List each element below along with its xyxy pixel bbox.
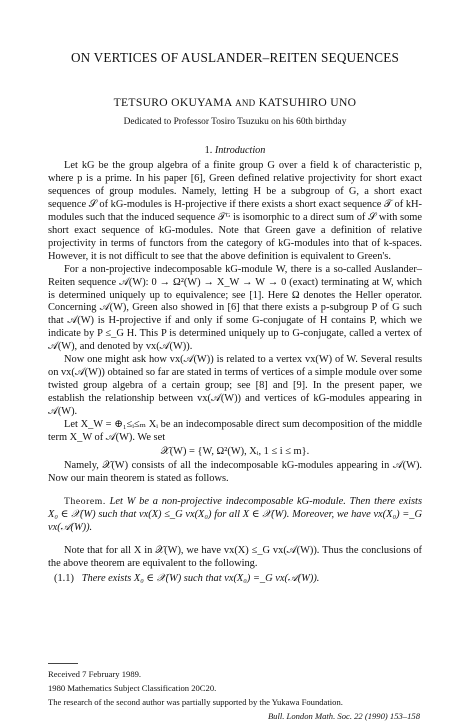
journal-citation: Bull. London Math. Soc. 22 (1990) 153–158: [267, 711, 420, 721]
body-text: [48, 160, 422, 586]
paragraph-6: Note that for all X in 𝒳(W), we have vx(X) ≤_G vx(𝒜(W)). Thus the conclusions of the above theorem are equivalent to the following.: [48, 544, 422, 569]
paragraph-1: Let kG be the group algebra of a finite group G over a field k of characteristic p, where p is a prime. In his paper [6], Green defined relative projectivity for short exact sequences of group modules. Namely, letting H be a subgroup of G, a short exact sequence 𝒮 of kG-modules is H-projective if there exists a short exact sequence 𝒯 of kH-modules such that the induced sequence 𝒯ᴳ is isomorphic to a direct sum of 𝒮 with some short exact sequence of kG-modules. Note that Green gave a definition of relative projectivity in terms of functors from the category of kG-modules into that of k-spaces. However, it is not difficult to see that the above definition is equivalent to Green's.: [48, 160, 422, 262]
authors-line: [0, 96, 470, 109]
received-date: Received 7 February 1989.: [48, 669, 142, 679]
authors-conjunction: AND: [235, 98, 256, 108]
equation-1-1: [48, 573, 422, 586]
section-heading: [0, 145, 470, 156]
footnote-rule: [48, 663, 78, 664]
theorem-statement: Let W be a non-projective indecomposable kG-module. Then there exists X₀ ∈ 𝒳(W) such that vx(X) ≤_G vx(X₀) for all X ∈ 𝒳(W). Moreover, we have vx(X₀) =_G vx(𝒜(W)).: [48, 495, 422, 533]
equation-label: (1.1): [54, 572, 74, 584]
paragraph-2: For a non-projective indecomposable kG-module W, there is a so-called Auslander–Reiten sequence 𝒜(W): 0 → Ω²(W) → X_W → W → 0 (exact) terminating at W, which is determined uniquely up to equivalence; see [1]. Here Ω denotes the Heller operator. Concerning 𝒜(W), Green also showed in [6] that there exists a p-subgroup P of G such that 𝒜(W) is H-projective if and only if some G-conjugate of H contains P, which we indicate by P ≤_G H. This P is determined uniquely up to G-conjugate, called a vertex of 𝒜(W), and denoted by vx(𝒜(W)).: [48, 263, 422, 353]
author-2: KATSUHIRO UNO: [258, 96, 357, 109]
paragraph-5: Namely, 𝒳(W) consists of all the indecomposable kG-modules appearing in 𝒜(W). Now our main theorem is stated as follows.: [48, 459, 422, 484]
theorem-label: Theorem.: [64, 495, 106, 507]
equation-text: There exists X₀ ∈ 𝒳(W) such that vx(X₀) =_G vx(𝒜(W)).: [81, 572, 320, 584]
dedication: Dedicated to Professor Tosiro Tsuzuku on his 60th birthday: [123, 117, 347, 127]
author-1: TETSURO OKUYAMA: [113, 96, 232, 109]
theorem: [48, 496, 422, 535]
section-number: 1.: [204, 145, 213, 156]
funding-note: The research of the second author was partially supported by the Yukawa Foundation.: [48, 697, 343, 707]
msc-classification: 1980 Mathematics Subject Classification 20C20.: [48, 683, 217, 693]
display-equation: 𝒳(W) = {W, Ω²(W), Xᵢ, 1 ≤ i ≤ m}.: [160, 445, 310, 457]
paragraph-4: Let X_W = ⊕₁≤ᵢ≤ₘ Xᵢ be an indecomposable direct sum decomposition of the middle term X_W of 𝒜(W). We set: [48, 419, 422, 444]
paragraph-3: Now one might ask how vx(𝒜(W)) is related to a vertex vx(W) of W. Several results on vx(𝒜(W)) obtained so far are stated in terms of vertices of a simple module over some twisted group algebra of a certain group; see [8] and [9]. In the present paper, we establish the relationship between vx(𝒜(W)) and vertices of kG-modules appearing in 𝒜(W).: [48, 354, 422, 418]
paper-title: ON VERTICES OF AUSLANDER–REITEN SEQUENCES: [70, 50, 400, 65]
section-title: Introduction: [214, 145, 266, 156]
